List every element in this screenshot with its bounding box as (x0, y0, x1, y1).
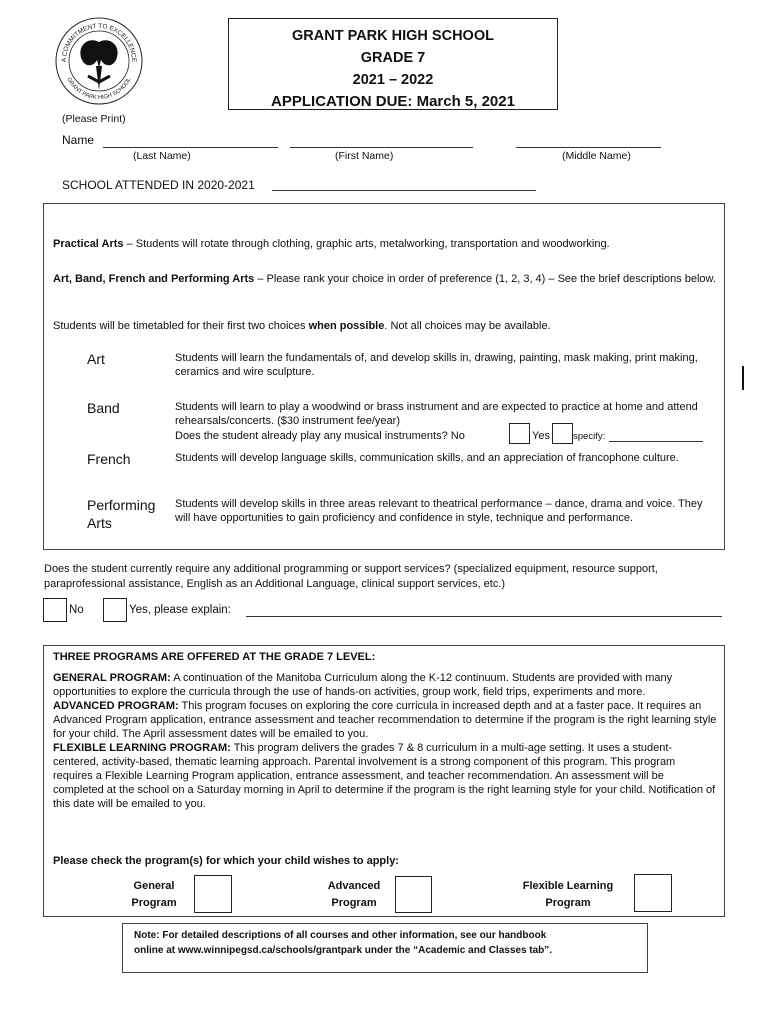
support-question: Does the student currently require any additional programming or support services? (specialized equipment, resource support, paraprofessional assistance, English as an Additional Language, clinical support services, etc.) (44, 563, 658, 590)
middle-name-caption: (Middle Name) (562, 150, 631, 162)
course-band-desc: Students will learn to play a woodwind or brass instrument and are expected to practice at home and attend rehearsals/concerts. ($30 instrument fee/year) (175, 401, 698, 427)
please-print: (Please Print) (62, 113, 126, 125)
programs-heading: THREE PROGRAMS ARE OFFERED AT THE GRADE 7 LEVEL: (53, 651, 376, 663)
course-performing-arts-desc: Students will develop skills in three areas relevant to theatrical performance – dance, drama and voice. They will have opportunities to gain proficiency and confidence in style, technique and performance. (175, 498, 703, 524)
school-year: 2021 – 2022 (352, 72, 434, 88)
middle-name-field[interactable] (516, 135, 661, 148)
name-label: Name (62, 133, 95, 147)
general-program-desc: GENERAL PROGRAM: A continuation of the Manitoba Curriculum along the K-12 continuum. Students are provided with many opportunities to explore the curricula through the use of hands-on activities, group work, field trips, experiments and more. (53, 672, 673, 698)
program-descriptions (53, 671, 717, 811)
choice-advanced-label: Advanced Program (327, 880, 381, 909)
support-explain-field[interactable] (246, 604, 722, 617)
choice-flexible-checkbox[interactable] (634, 874, 672, 912)
band-specify-field[interactable] (609, 429, 703, 442)
support-no-checkbox[interactable] (43, 598, 67, 622)
course-band-name: Band (87, 400, 120, 416)
grade: GRADE 7 (360, 50, 426, 66)
band-yes-label: Yes (532, 430, 550, 442)
flexible-program-desc: FLEXIBLE LEARNING PROGRAM: This program delivers the grades 7 & 8 curriculum in a multi-age setting. It uses a student-centered, activity-based, thematic learning approach. Parental involvement is a strong component of this program. This program requires a Flexible Learning Program application, entrance assessment, and teacher recommendation. An assessment will be completed at the school on a Saturday morning in April to determine if the program is the right learning style for your child. Notification of this date will be emailed to you. (53, 742, 716, 810)
margin-mark (742, 366, 744, 390)
header-box (228, 18, 558, 110)
school-attended-field[interactable] (272, 178, 536, 191)
course-french-name: French (87, 451, 131, 467)
choice-general-label: General Program (131, 880, 177, 909)
course-performing-arts-name: Performing Arts (87, 497, 156, 531)
program-check-prompt: Please check the program(s) for which your child wishes to apply: (53, 855, 399, 867)
band-instrument-question: Does the student already play any musical instruments? No (175, 430, 465, 442)
practical-arts: Practical Arts – Students will rotate through clothing, graphic arts, metalworking, transportation and woodworking. (53, 238, 610, 250)
choice-flexible-label: Flexible Learning Program (522, 880, 614, 909)
first-name-field[interactable] (290, 135, 473, 148)
band-no-checkbox[interactable] (509, 423, 530, 444)
school-attended-label: SCHOOL ATTENDED IN 2020-2021 (62, 178, 255, 192)
timetable-note: Students will be timetabled for their first two choices when possible. Not all choices may be available. (53, 320, 551, 332)
last-name-field[interactable] (103, 135, 278, 148)
school-name: GRANT PARK HIGH SCHOOL (292, 28, 494, 44)
school-logo (54, 16, 144, 106)
logo-bottom-text: GRANT PARK HIGH SCHOOL (65, 76, 133, 102)
advanced-program-desc: ADVANCED PROGRAM: This program focuses on exploring the core curricula in increased depth and at a faster pace. It requires an Advanced Program application, entrance assessment and teacher recommendation to determine if the program is the right learning style for your child. The April assessment dates will be emailed to you. (53, 700, 717, 740)
band-specify-label: specify: (573, 431, 606, 442)
choice-advanced-checkbox[interactable] (395, 876, 432, 913)
handbook-note: Note: For detailed descriptions of all courses and other information, see our handbook online at www.winnipegsd.ca/schools/grantpark under the “Academic and Classes tab”. (122, 923, 648, 973)
support-yes-label: Yes, please explain: (129, 604, 231, 616)
first-name-caption: (First Name) (335, 150, 394, 162)
band-yes-checkbox[interactable] (552, 423, 573, 444)
choice-general-checkbox[interactable] (194, 875, 232, 913)
course-art-desc: Students will learn the fundamentals of, and develop skills in, drawing, painting, mask making, print making, ceramics and wire sculpture. (175, 352, 698, 378)
support-no-label: No (69, 604, 84, 616)
course-art-name: Art (87, 351, 105, 367)
application-due: APPLICATION DUE: March 5, 2021 (271, 93, 515, 110)
course-french-desc: Students will develop language skills, communication skills, and an appreciation of francophone culture. (175, 452, 679, 464)
last-name-caption: (Last Name) (133, 150, 191, 162)
support-yes-checkbox[interactable] (103, 598, 127, 622)
ranking-instructions: Art, Band, French and Performing Arts – Please rank your choice in order of preference (1, 2, 3, 4) – See the brief descriptions below. (53, 273, 716, 285)
logo-top-text: A COMMITMENT TO EXCELLENCE (60, 22, 138, 63)
